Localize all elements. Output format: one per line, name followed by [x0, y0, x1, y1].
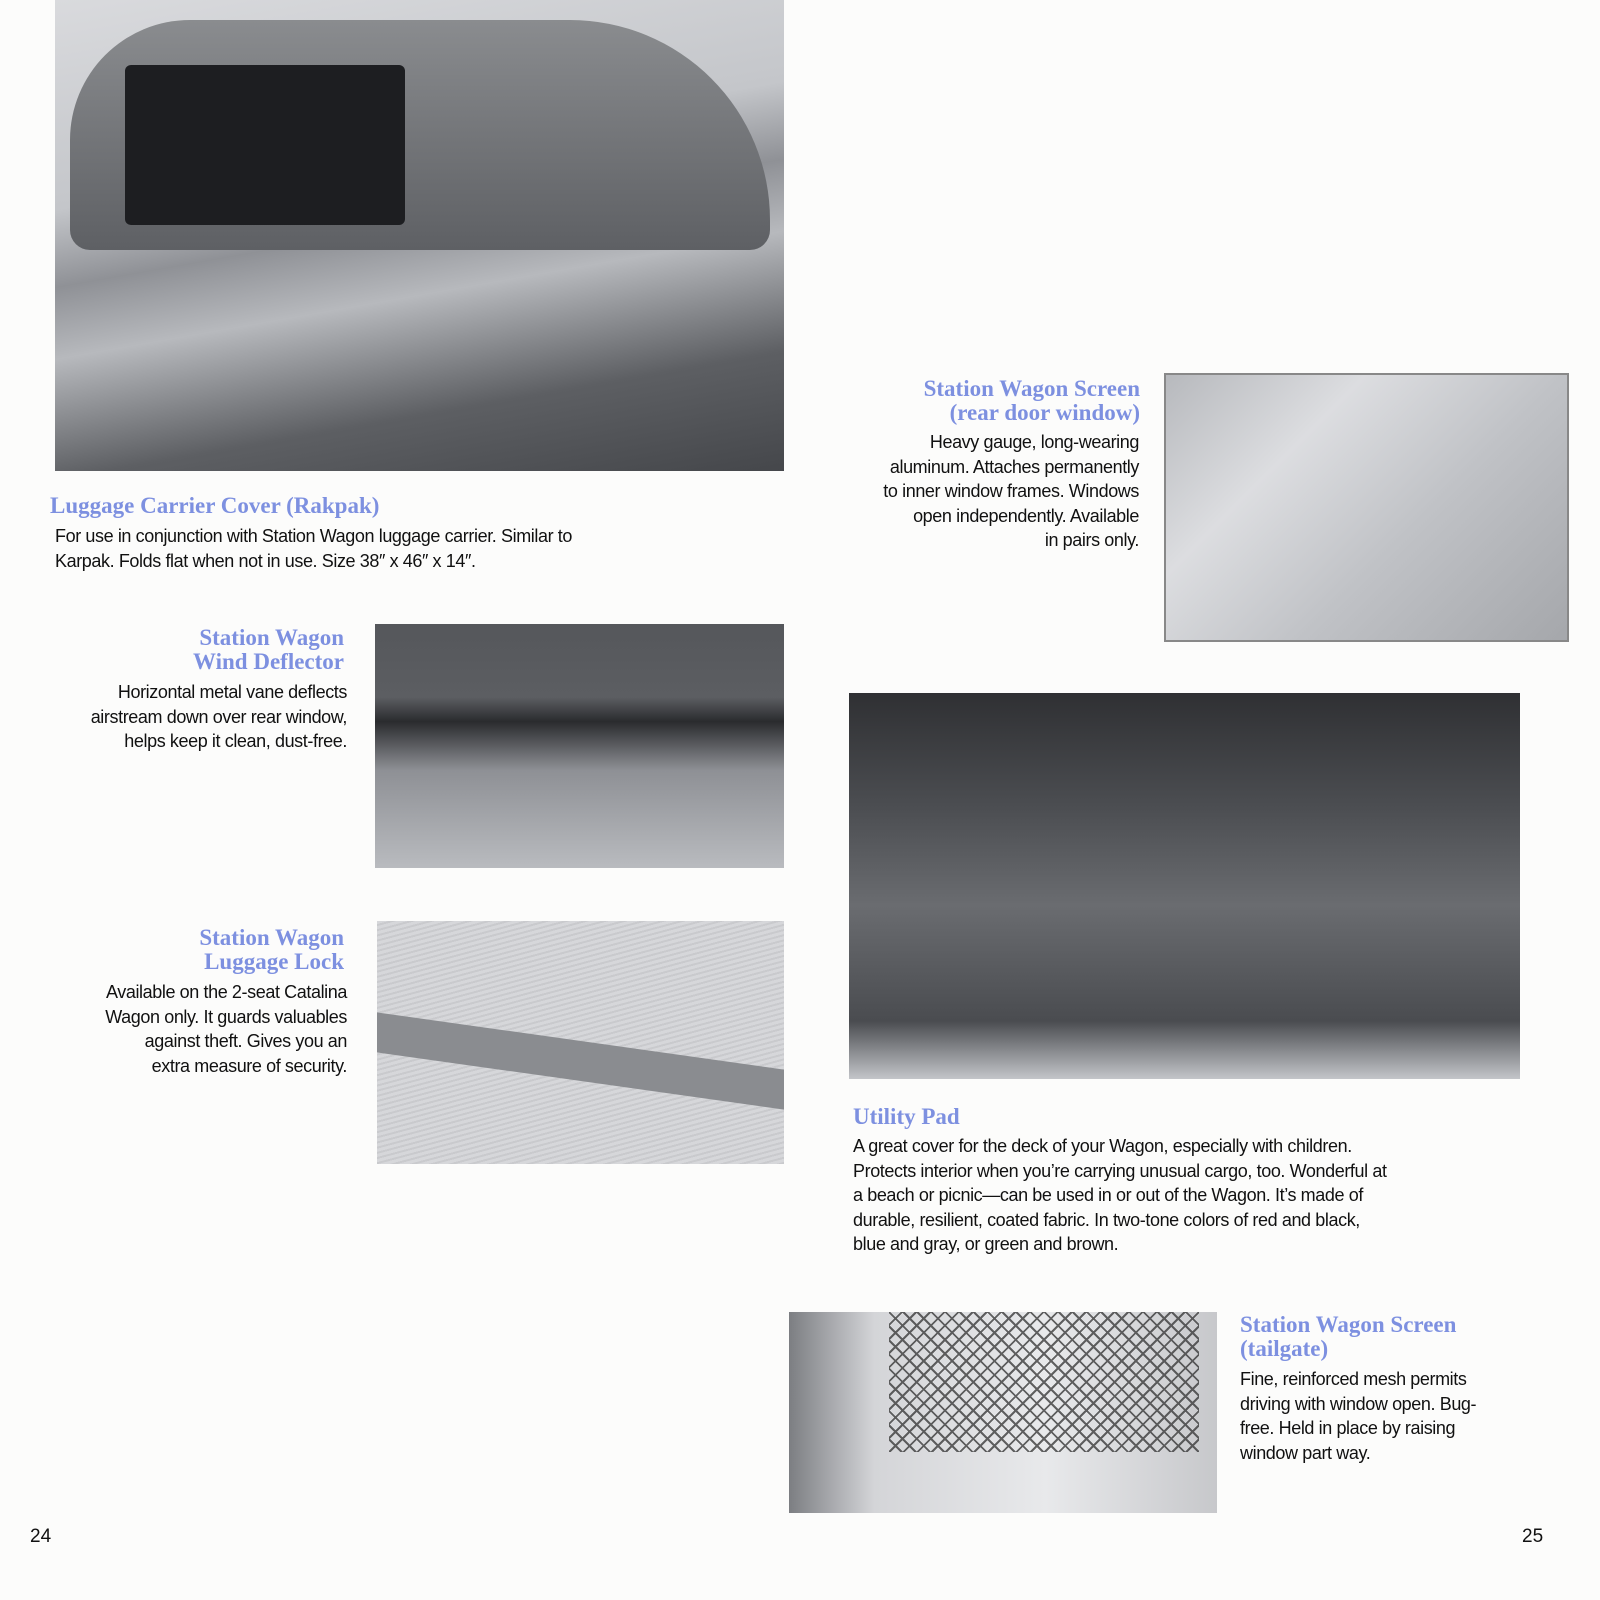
- text-line: free. Held in place by raising: [1240, 1418, 1456, 1438]
- text-line: window part way.: [1240, 1442, 1371, 1463]
- text-line: aluminum. Attaches permanently: [889, 456, 1139, 477]
- text-line: durable, resilient, coated fabric. In two-tone colors of red and black,: [853, 1209, 1360, 1230]
- luggage-carrier-cover-description: [55, 524, 572, 573]
- text-line: Heavy gauge, long-wearing: [929, 432, 1139, 452]
- luggage-carrier-cover-title: Luggage Carrier Cover (Rakpak): [50, 493, 380, 518]
- utility-pad-description: [853, 1134, 1387, 1257]
- text-line: extra measure of security.: [151, 1055, 347, 1076]
- wind-deflector-title: [193, 626, 344, 674]
- text-line: blue and gray, or green and brown.: [853, 1234, 1119, 1254]
- utility-pad-title: Utility Pad: [853, 1104, 960, 1129]
- title-line: Station Wagon Screen: [923, 376, 1140, 401]
- text-line: Wagon only. It guards valuables: [105, 1006, 347, 1027]
- text-line: Protects interior when you’re carrying unusual cargo, too. Wonderful at: [853, 1160, 1387, 1181]
- text-line: A great cover for the deck of your Wagon, especially with children.: [853, 1136, 1352, 1156]
- text-line: airstream down over rear window,: [90, 706, 347, 727]
- title-line: Wind Deflector: [193, 649, 344, 674]
- text-line: helps keep it clean, dust-free.: [124, 731, 347, 751]
- text-line: a beach or picnic—can be used in or out of the Wagon. It’s made of: [853, 1185, 1363, 1205]
- title-line: Station Wagon: [199, 625, 344, 650]
- text-line: Available on the 2-seat Catalina: [105, 982, 347, 1002]
- title-line: (rear door window): [949, 400, 1140, 425]
- luggage-lock-title: [199, 926, 344, 974]
- wind-deflector-description: [91, 680, 347, 754]
- rear-door-screen-photo: [1164, 373, 1569, 642]
- tailgate-screen-title: [1240, 1313, 1456, 1361]
- text-line: against theft. Gives you an: [144, 1031, 347, 1051]
- text-line: For use in conjunction with Station Wagon luggage carrier. Similar to: [55, 526, 573, 546]
- text-line: Horizontal metal vane deflects: [117, 682, 347, 702]
- title-line: Station Wagon: [199, 925, 344, 950]
- tailgate-screen-photo: [789, 1312, 1217, 1513]
- text-line: Karpak. Folds flat when not in use. Size 38″ x 46″ x 14″.: [55, 550, 476, 571]
- text-line: Fine, reinforced mesh permits: [1240, 1369, 1467, 1389]
- text-line: in pairs only.: [1044, 530, 1139, 550]
- page-number-right: 25: [1522, 1526, 1544, 1547]
- rear-door-screen-title: [924, 377, 1140, 425]
- utility-pad-photo: [849, 693, 1520, 1079]
- title-line: (tailgate): [1240, 1336, 1329, 1361]
- title-line: Station Wagon Screen: [1240, 1312, 1457, 1337]
- luggage-lock-description: [105, 980, 347, 1078]
- luggage-lock-photo: [377, 921, 784, 1164]
- text-line: open independently. Available: [913, 505, 1139, 526]
- text-line: to inner window frames. Windows: [883, 481, 1139, 501]
- rear-door-screen-description: [883, 430, 1139, 553]
- page-number-left: 24: [30, 1526, 52, 1547]
- tailgate-screen-description: [1240, 1367, 1476, 1465]
- luggage-carrier-cover-photo: [55, 0, 784, 471]
- text-line: driving with window open. Bug-: [1240, 1393, 1477, 1414]
- wind-deflector-photo: [375, 624, 784, 868]
- title-line: Luggage Lock: [204, 949, 344, 974]
